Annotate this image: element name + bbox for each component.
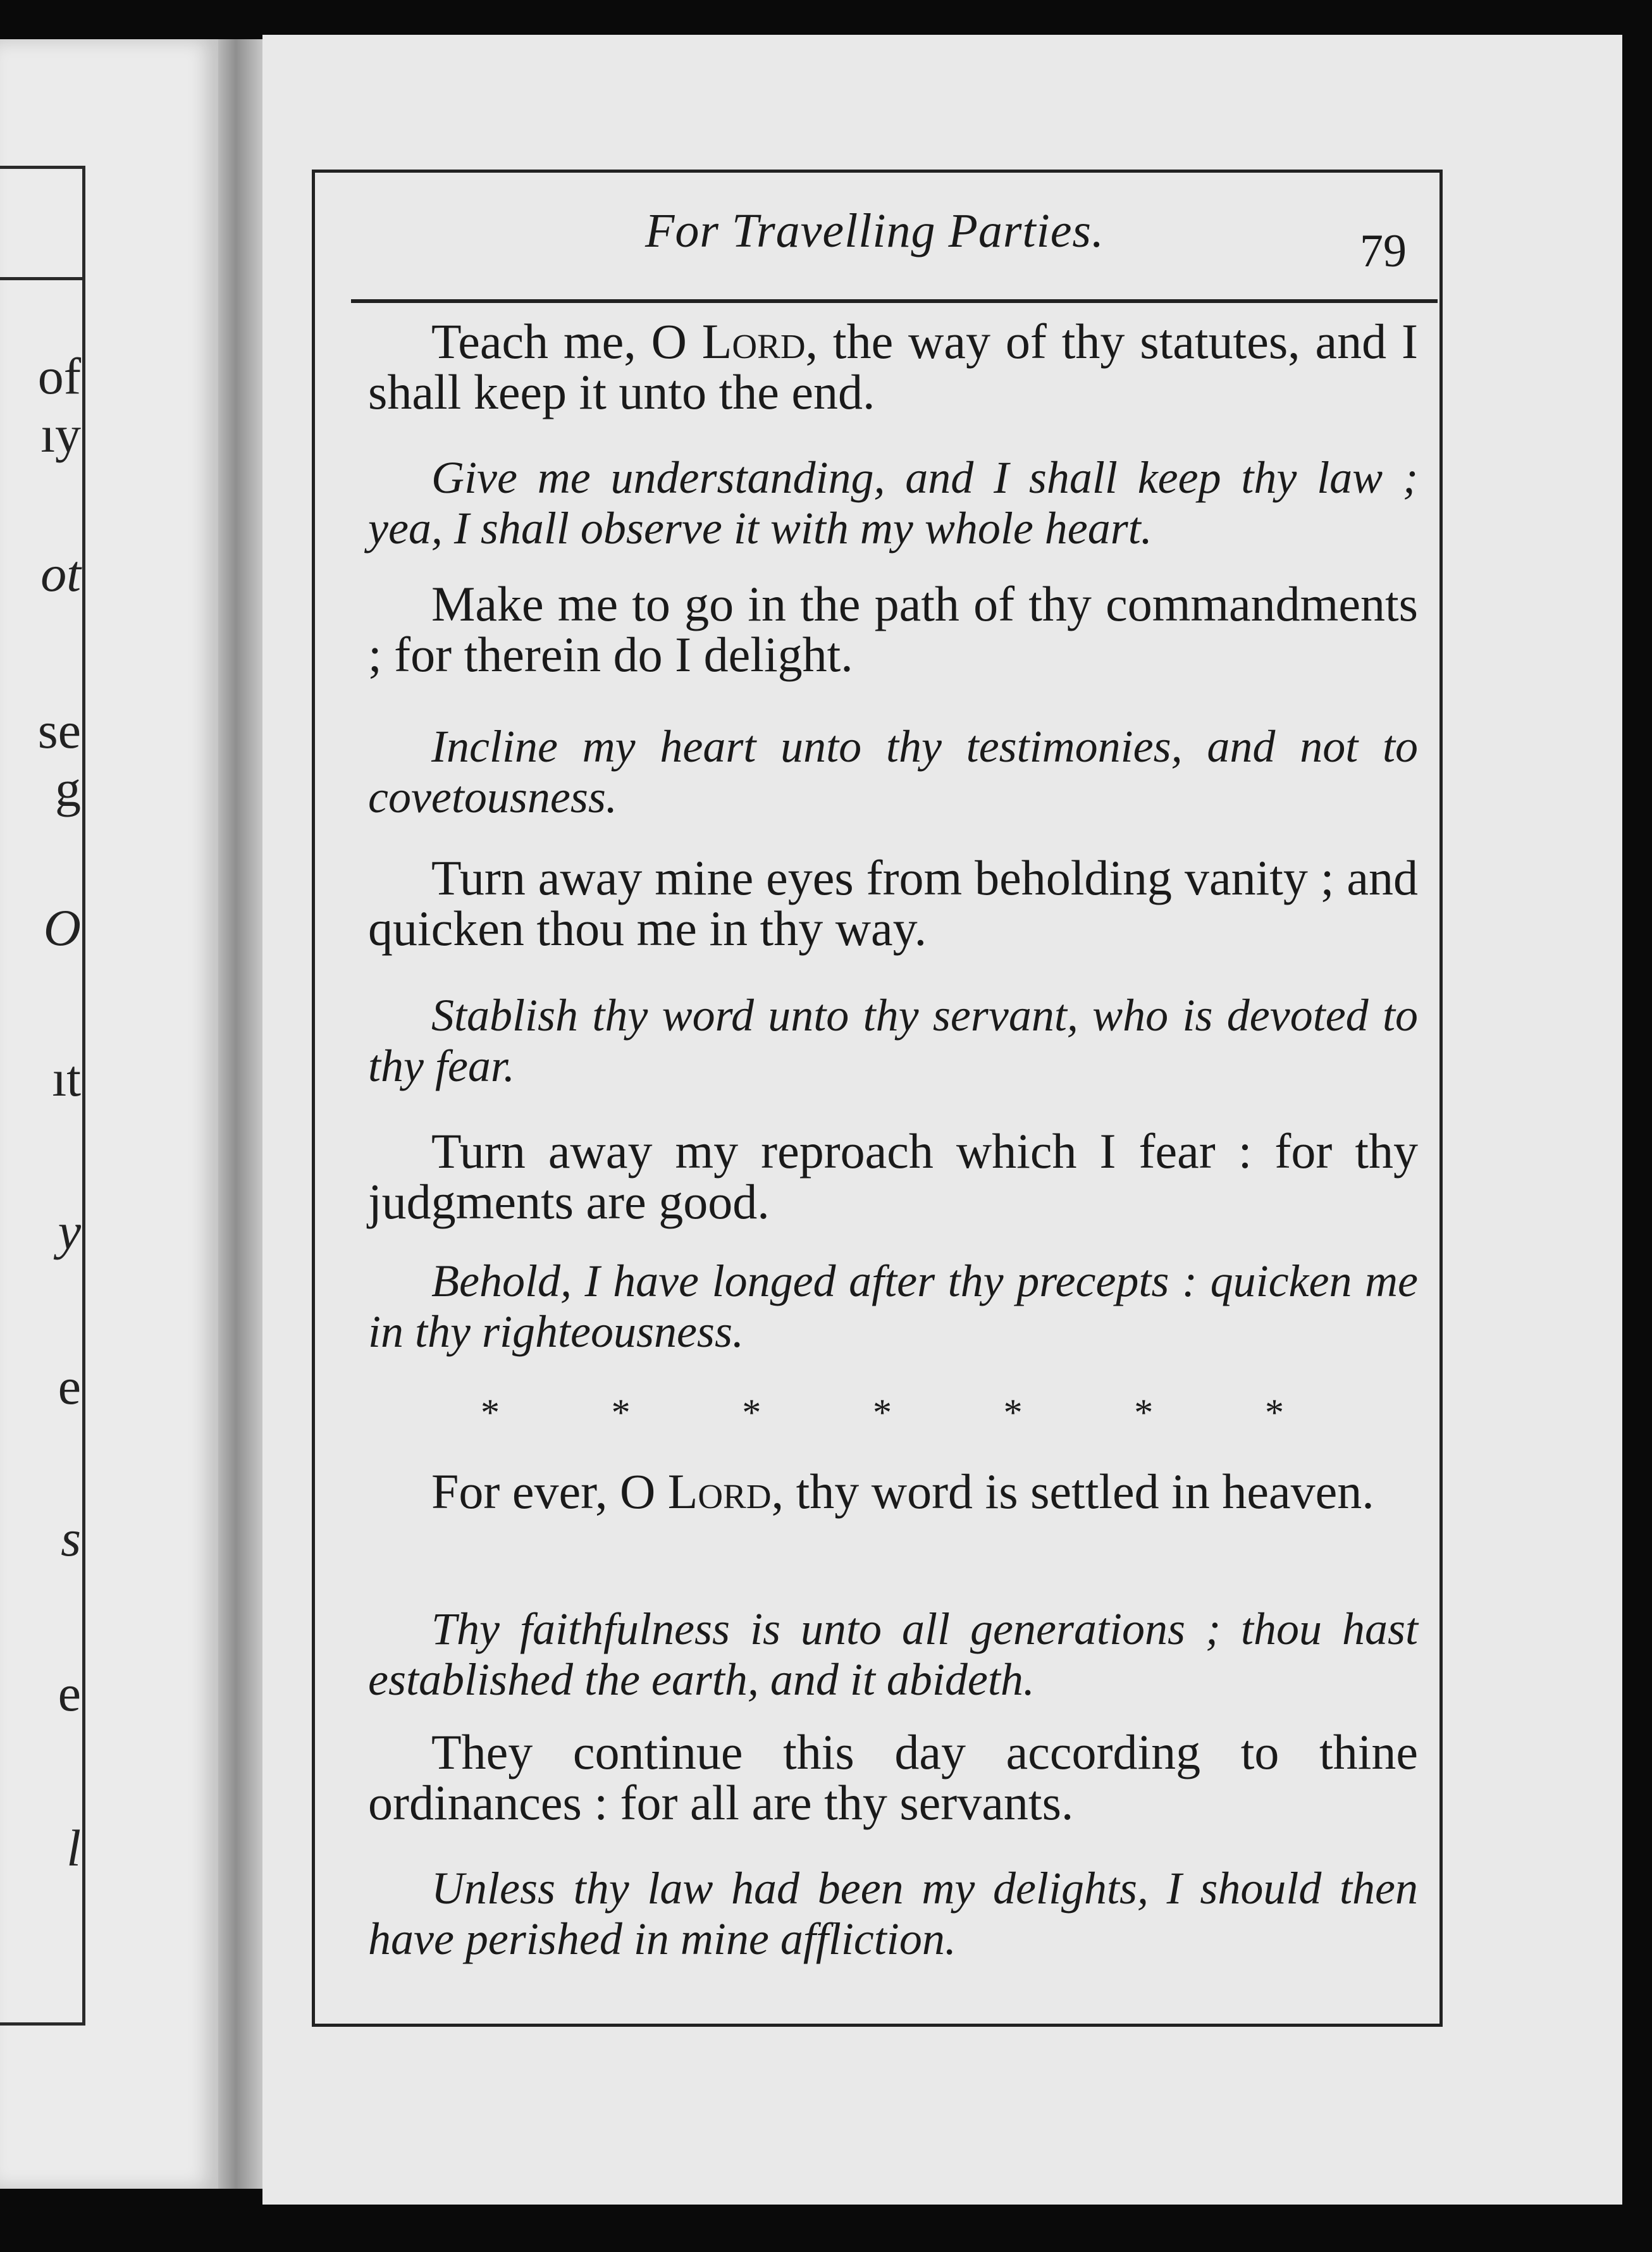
verse-roman: They continue this day according to thine ordinances : for all are thy servants. — [368, 1724, 1418, 1830]
previous-page-fragment: ıt — [52, 1049, 81, 1107]
verse-roman: Teach me, O Lord, the way of thy statutes, and I shall keep it unto the end. — [368, 314, 1418, 419]
verse-italic: Stablish thy word unto thy servant, who is devoted to thy fear. — [368, 990, 1418, 1091]
separator-asterisk: * — [1264, 1392, 1284, 1433]
previous-page-fragment: e — [58, 1358, 81, 1415]
verse-roman: For ever, O Lord, thy word is settled in heaven. — [431, 1464, 1374, 1519]
previous-page-fragment: O — [43, 899, 81, 956]
divine-name: Lord — [667, 1464, 772, 1519]
previous-page-fragment: s — [61, 1509, 81, 1567]
separator-asterisk: * — [481, 1392, 500, 1433]
previous-page-fragment: se — [37, 702, 81, 759]
verse-italic: Incline my heart unto thy testimonies, and not to covetousness. — [368, 721, 1418, 822]
previous-page-fragment: of — [37, 347, 81, 405]
page-number: 79 — [1360, 225, 1407, 277]
previous-page — [0, 39, 218, 2189]
previous-page-fragment: l — [66, 1819, 81, 1877]
verse-italic: Give me understanding, and I shall keep thy law ; yea, I shall observe it with my whole heart. — [368, 452, 1418, 554]
verse-roman: Make me to go in the path of thy commandments ; for therein do I delight. — [368, 576, 1418, 682]
previous-page-fragment: g — [55, 760, 81, 817]
separator-asterisk: * — [1134, 1392, 1154, 1433]
verse-roman: Turn away mine eyes from beholding vanity ; and quicken thou me in thy way. — [368, 850, 1418, 956]
section-separator — [481, 1390, 1284, 1435]
previous-page-fragment: ıy — [40, 405, 81, 463]
running-head: For Travelling Parties. — [645, 204, 1104, 257]
separator-asterisk: * — [742, 1392, 761, 1433]
previous-page-fragment: y — [58, 1203, 81, 1260]
verse-italic: Thy faithfulness is unto all generations ; thou hast established the earth, and it abideth. — [368, 1604, 1418, 1705]
verse-roman: Turn away my reproach which I fear : for thy judgments are good. — [368, 1123, 1418, 1229]
verse-italic: Behold, I have longed after thy precepts : quicken me in thy righteousness. — [368, 1256, 1418, 1357]
verse-italic: Unless thy law had been my delights, I should then have perished in mine affliction. — [368, 1863, 1418, 1964]
separator-asterisk: * — [872, 1392, 892, 1433]
header-rule — [351, 299, 1438, 303]
divine-name: Lord — [701, 314, 806, 369]
book-gutter — [218, 39, 262, 2189]
previous-page-fragment: ot — [40, 545, 81, 602]
separator-asterisk: * — [1003, 1392, 1023, 1433]
previous-page-header-rule — [0, 277, 82, 280]
previous-page-fragment: e — [58, 1664, 81, 1722]
separator-asterisk: * — [611, 1392, 631, 1433]
